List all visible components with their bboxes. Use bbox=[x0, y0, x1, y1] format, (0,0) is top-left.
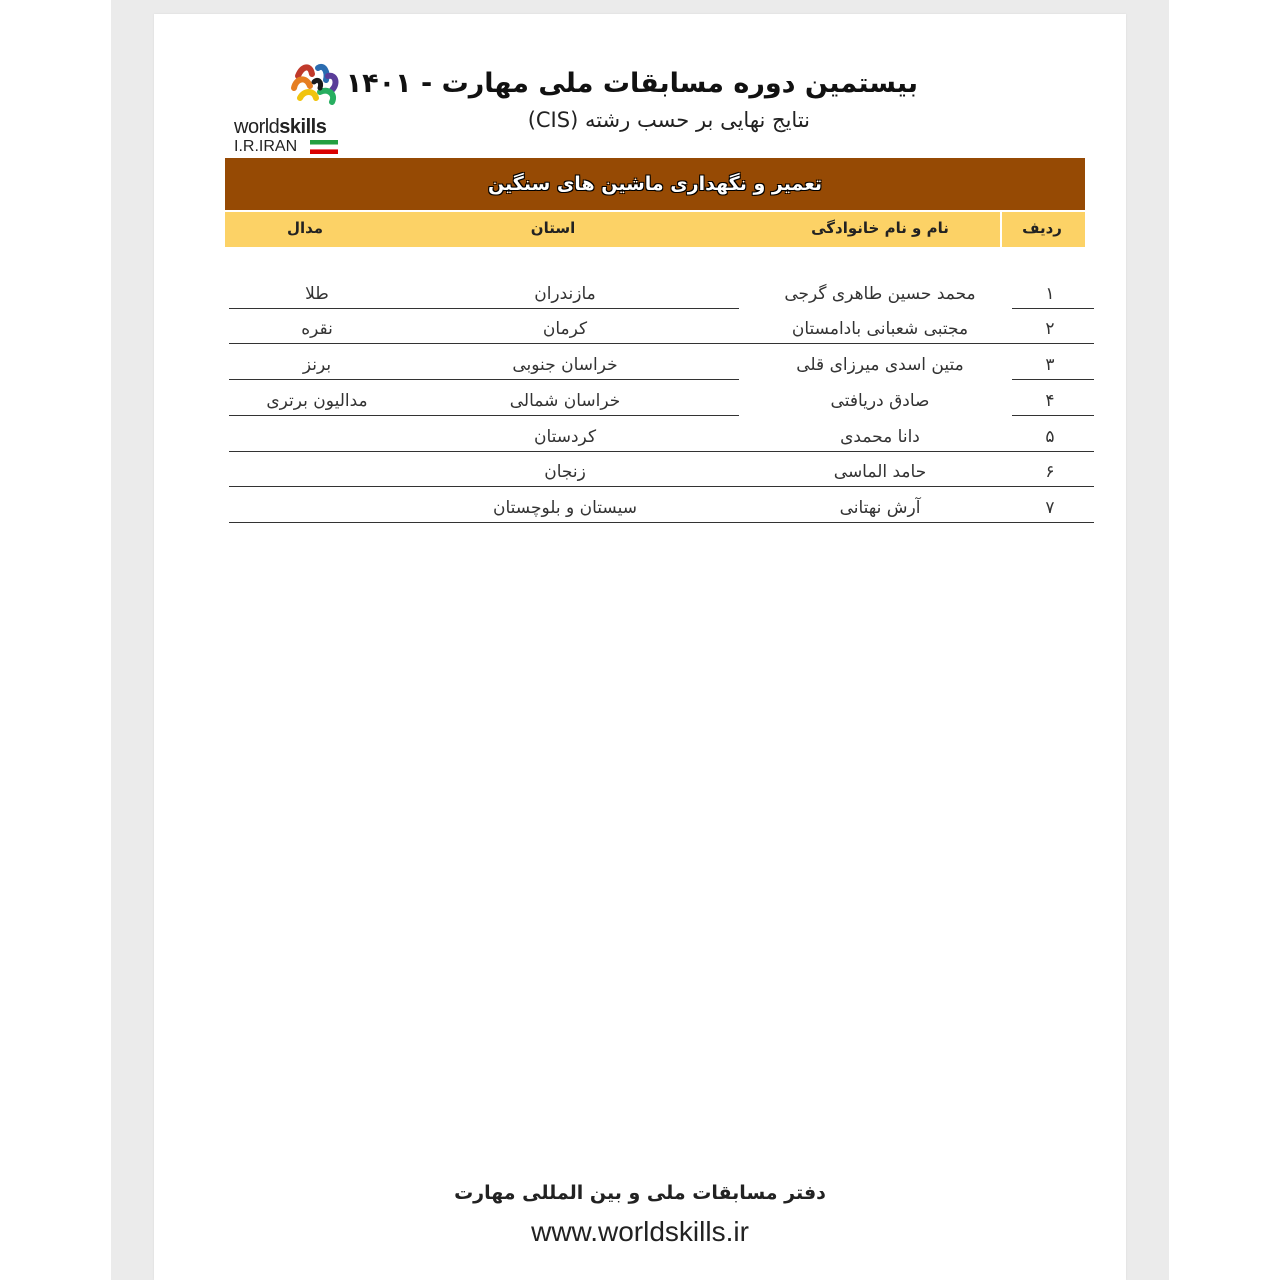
skill-name: تعمیر و نگهداری ماشین های سنگین bbox=[487, 173, 823, 195]
row-name: آرش نهتانی bbox=[839, 498, 921, 518]
row-divider bbox=[229, 343, 1094, 344]
footer-url: www.worldskills.ir bbox=[531, 1216, 749, 1247]
page-title: بیستمین دوره مسابقات ملی مهارت - ۱۴۰۱ bbox=[345, 68, 918, 99]
row-province: خراسان جنوبی bbox=[512, 355, 618, 375]
header-divider bbox=[1000, 212, 1002, 247]
row-name: مجتبی شعبانی بادامستان bbox=[791, 319, 969, 339]
table-row bbox=[154, 494, 1126, 530]
row-province: مازندران bbox=[534, 284, 596, 304]
row-province: سیستان و بلوچستان bbox=[493, 498, 637, 518]
footer-office: دفتر مسابقات ملی و بین المللی مهارت bbox=[454, 1182, 826, 1204]
table-row bbox=[154, 280, 1126, 316]
iran-flag-icon bbox=[310, 140, 338, 154]
row-rank: ۵ bbox=[1045, 427, 1055, 447]
table-row bbox=[154, 351, 1126, 387]
row-province: خراسان شمالی bbox=[509, 391, 621, 411]
row-rank: ۱ bbox=[1045, 284, 1055, 304]
header-name: نام و نام خانوادگی bbox=[811, 219, 949, 237]
row-divider bbox=[229, 522, 1094, 523]
row-divider bbox=[229, 486, 1094, 487]
row-divider-left bbox=[229, 415, 739, 416]
row-province: کردستان bbox=[533, 427, 597, 447]
row-rank: ۷ bbox=[1045, 498, 1055, 518]
row-province: زنجان bbox=[544, 462, 586, 482]
document-page bbox=[154, 14, 1126, 1280]
row-divider-left bbox=[229, 379, 739, 380]
skill-banner bbox=[225, 158, 1085, 210]
row-name: حامد الماسی bbox=[833, 462, 927, 482]
logo-country: I.R.IRAN bbox=[234, 138, 298, 155]
row-name: متین اسدی میرزای قلی bbox=[796, 355, 964, 375]
row-divider-rank bbox=[1012, 308, 1094, 309]
table-row bbox=[154, 423, 1126, 459]
row-divider-left bbox=[229, 308, 739, 309]
row-divider-rank bbox=[1012, 415, 1094, 416]
header-rank: ردیف bbox=[1022, 219, 1062, 237]
row-rank: ۴ bbox=[1045, 391, 1055, 411]
row-medal: برنز bbox=[302, 355, 332, 375]
table-header bbox=[225, 212, 1085, 247]
logo-wordmark: worldskills bbox=[234, 116, 327, 138]
row-divider bbox=[229, 451, 1094, 452]
row-rank: ۶ bbox=[1045, 462, 1055, 482]
row-medal: نقره bbox=[301, 319, 333, 339]
row-name: صادق دریافتی bbox=[830, 391, 930, 411]
table-row bbox=[154, 315, 1126, 351]
row-medal: طلا bbox=[305, 284, 329, 304]
page-subtitle: نتایج نهایی بر حسب رشته (CIS) bbox=[527, 108, 810, 132]
row-rank: ۲ bbox=[1045, 319, 1055, 339]
row-name: دانا محمدی bbox=[840, 427, 920, 447]
row-rank: ۳ bbox=[1045, 355, 1055, 375]
worldskills-swirl-icon bbox=[288, 62, 344, 120]
table-row bbox=[154, 387, 1126, 423]
table-row bbox=[154, 458, 1126, 494]
header-medal: مدال bbox=[286, 219, 324, 237]
row-divider-rank bbox=[1012, 379, 1094, 380]
header-province: استان bbox=[530, 219, 576, 237]
row-name: محمد حسین طاهری گرجی bbox=[784, 284, 976, 304]
row-medal: مدالیون برتری bbox=[266, 391, 368, 411]
row-province: کرمان bbox=[542, 319, 588, 339]
